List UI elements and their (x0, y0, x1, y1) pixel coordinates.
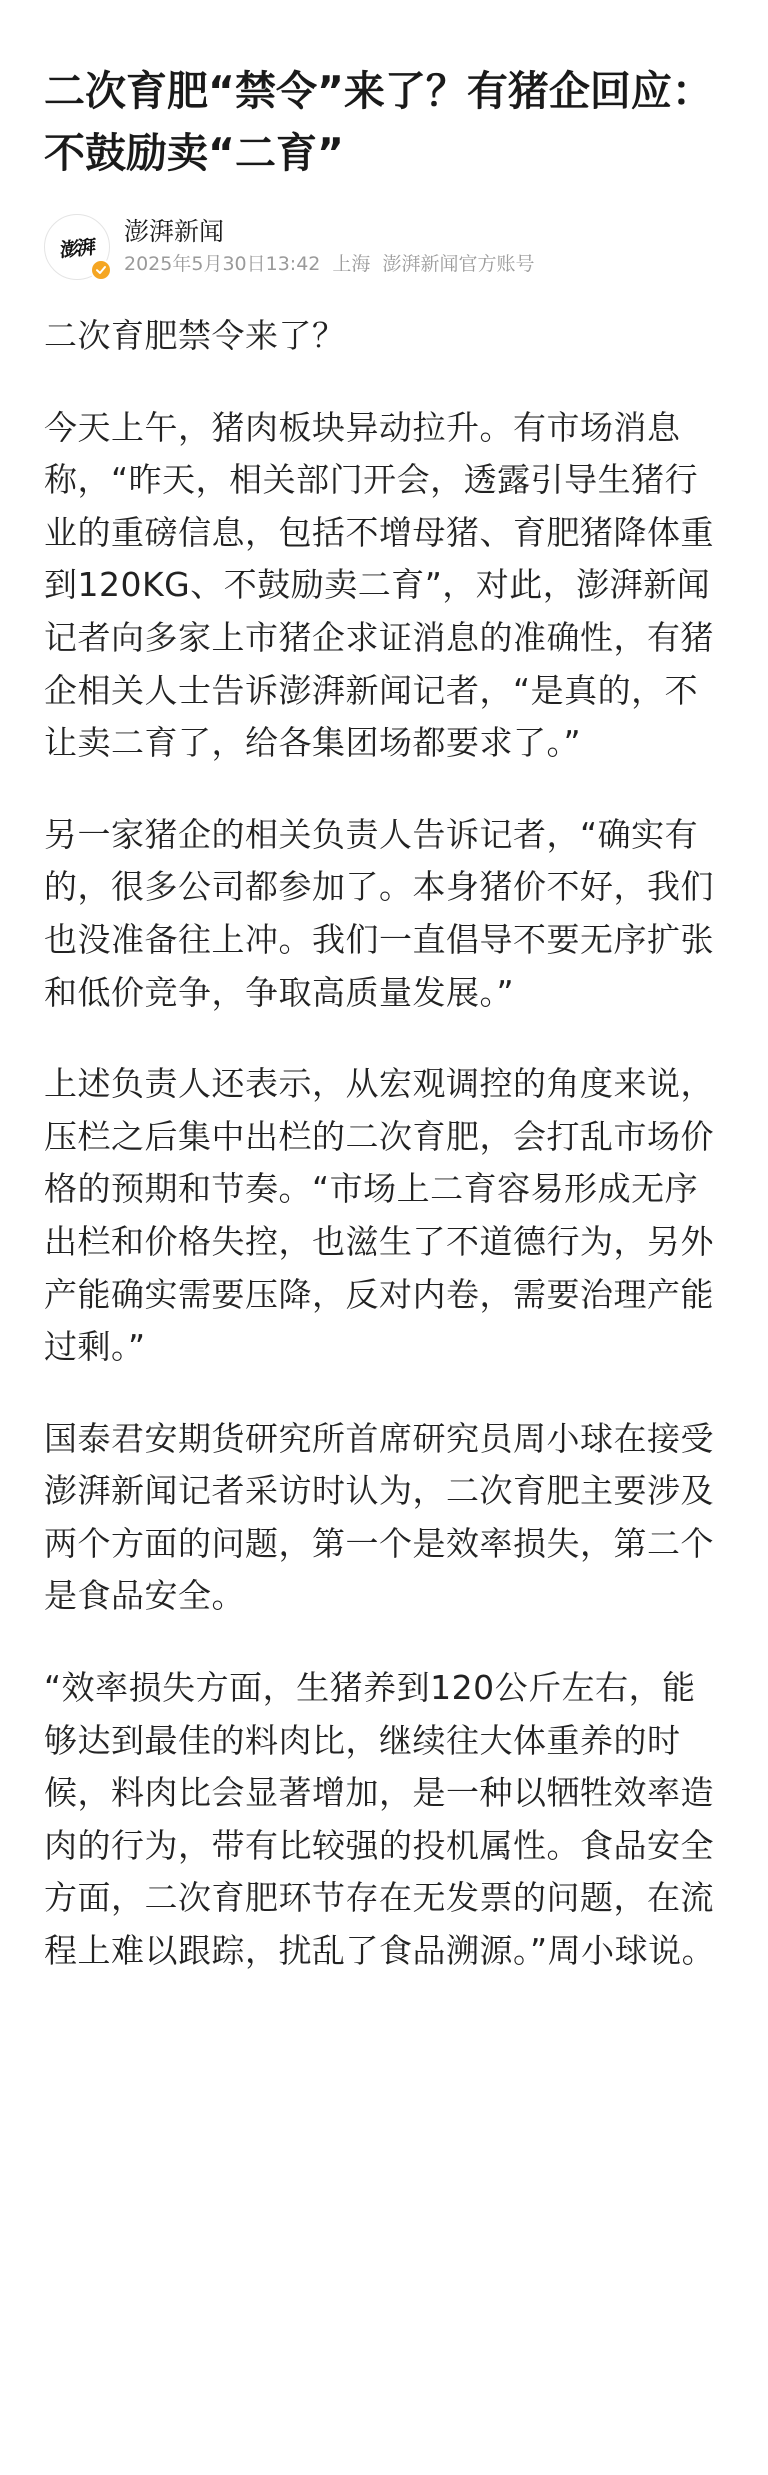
article-title: 二次育肥“禁令”来了？有猪企回应：不鼓励卖“二育” (44, 67, 713, 177)
paragraph: 上述负责人还表示，从宏观调控的角度来说，压栏之后集中出栏的二次育肥，会打乱市场价格的预期和节奏。“市场上二育容易形成无序出栏和价格失控，也滋生了不道德行为，另外产能确实需要压降，反对内卷，需要治理产能过剩。” (44, 1064, 714, 1367)
article-body (44, 310, 724, 1978)
paragraph: “效率损失方面，生猪养到120公斤左右，能够达到最佳的料肉比，继续往大体重养的时候，料肉比会显著增加，是一种以牺牲效率造肉的行为，带有比较强的投机属性。食品安全方面，二次育肥环节存在无发票的问题，在流程上难以跟踪，扰乱了食品溯源。”周小球说。 (44, 1668, 716, 1971)
avatar-logo-text: 澎湃 (59, 235, 95, 262)
paragraph: 二次育肥禁令来了？ (44, 316, 346, 355)
paragraph: 另一家猪企的相关负责人告诉记者，“确实有的，很多公司都参加了。本身猪价不好，我们也没准备往上冲。我们一直倡导不要无序扩张和低价竞争，争取高质量发展。” (44, 814, 714, 1012)
paragraph: 今天上午，猪肉板块异动拉升。有市场消息称，“昨天，相关部门开会，透露引导生猪行业的重磅信息，包括不增母猪、育肥猪降体重到120KG、不鼓励卖二育”，对此，澎湃新闻记者向多家上市猪企求证消息的准确性，有猪企相关人士告诉澎湃新闻记者，“是真的，不让卖二育了，给各集团场都要求了。” (44, 407, 714, 763)
author-name[interactable]: 澎湃新闻 (124, 217, 225, 246)
post-datetime: 2025年5月30日13:42 (124, 253, 321, 275)
post-location: 上海 (332, 253, 371, 275)
author-avatar[interactable] (44, 214, 110, 280)
author-row (44, 214, 724, 280)
account-type: 澎湃新闻官方账号 (382, 253, 535, 275)
paragraph: 国泰君安期货研究所首席研究员周小球在接受澎湃新闻记者采访时认为，二次育肥主要涉及两个方面的问题，第一个是效率损失，第二个是食品安全。 (44, 1418, 714, 1616)
verified-check-icon (90, 259, 112, 281)
post-meta (124, 250, 535, 278)
author-info (124, 216, 535, 278)
